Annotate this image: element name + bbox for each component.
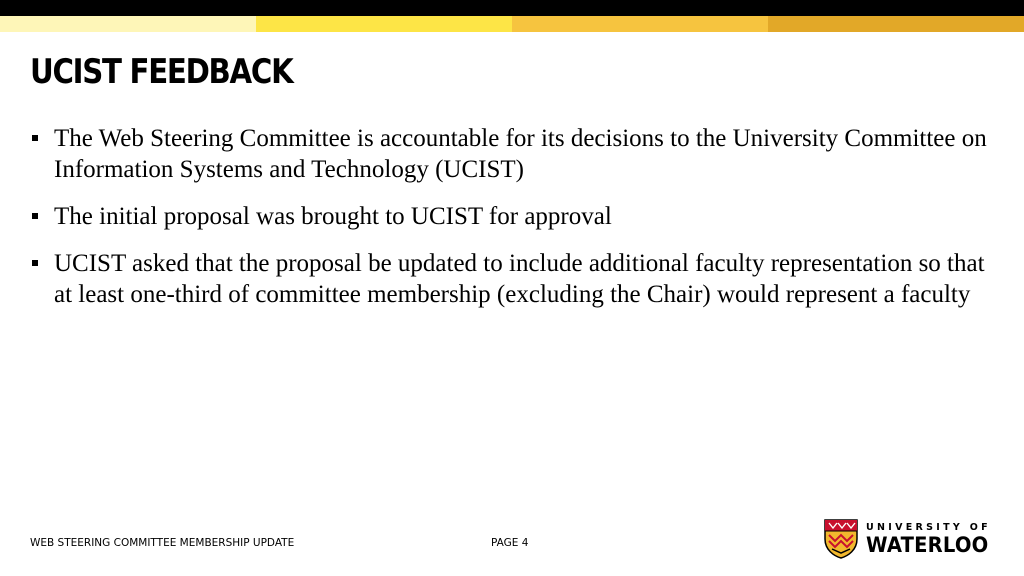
square-bullet-icon	[32, 135, 38, 141]
bullet-item	[30, 248, 990, 310]
gradient-segment-3	[512, 16, 768, 32]
bullet-item	[30, 201, 990, 232]
top-black-bar	[0, 0, 1024, 16]
square-bullet-icon	[32, 213, 38, 219]
slide-title: UCIST FEEDBACK	[30, 52, 293, 92]
bullet-list	[30, 123, 990, 326]
footer-page-number: PAGE 4	[491, 537, 529, 549]
university-logo	[824, 518, 999, 560]
square-bullet-icon	[32, 260, 38, 266]
gradient-segment-2	[256, 16, 512, 32]
university-shield-icon	[824, 519, 858, 559]
bullet-text: The Web Steering Committee is accountable for its decisions to the University Committee on Information Systems and Technology (UCIST)	[54, 125, 987, 183]
logo-wordmark	[866, 522, 998, 556]
gradient-segment-1	[0, 16, 256, 32]
bullet-text: The initial proposal was brought to UCIST for approval	[54, 203, 612, 230]
footer-presentation-title: WEB STEERING COMMITTEE MEMBERSHIP UPDATE	[30, 537, 295, 549]
bullet-item	[30, 123, 990, 185]
bullet-text: UCIST asked that the proposal be updated to include additional faculty representation so that at least one-third of committee membership (excluding the Chair) would represent a faculty	[54, 250, 985, 308]
logo-top-text: UNIVERSITY OF	[866, 522, 991, 533]
gradient-segment-4	[768, 16, 1024, 32]
logo-bottom-text: WATERLOO	[866, 533, 989, 557]
top-gold-gradient-bar	[0, 16, 1024, 32]
